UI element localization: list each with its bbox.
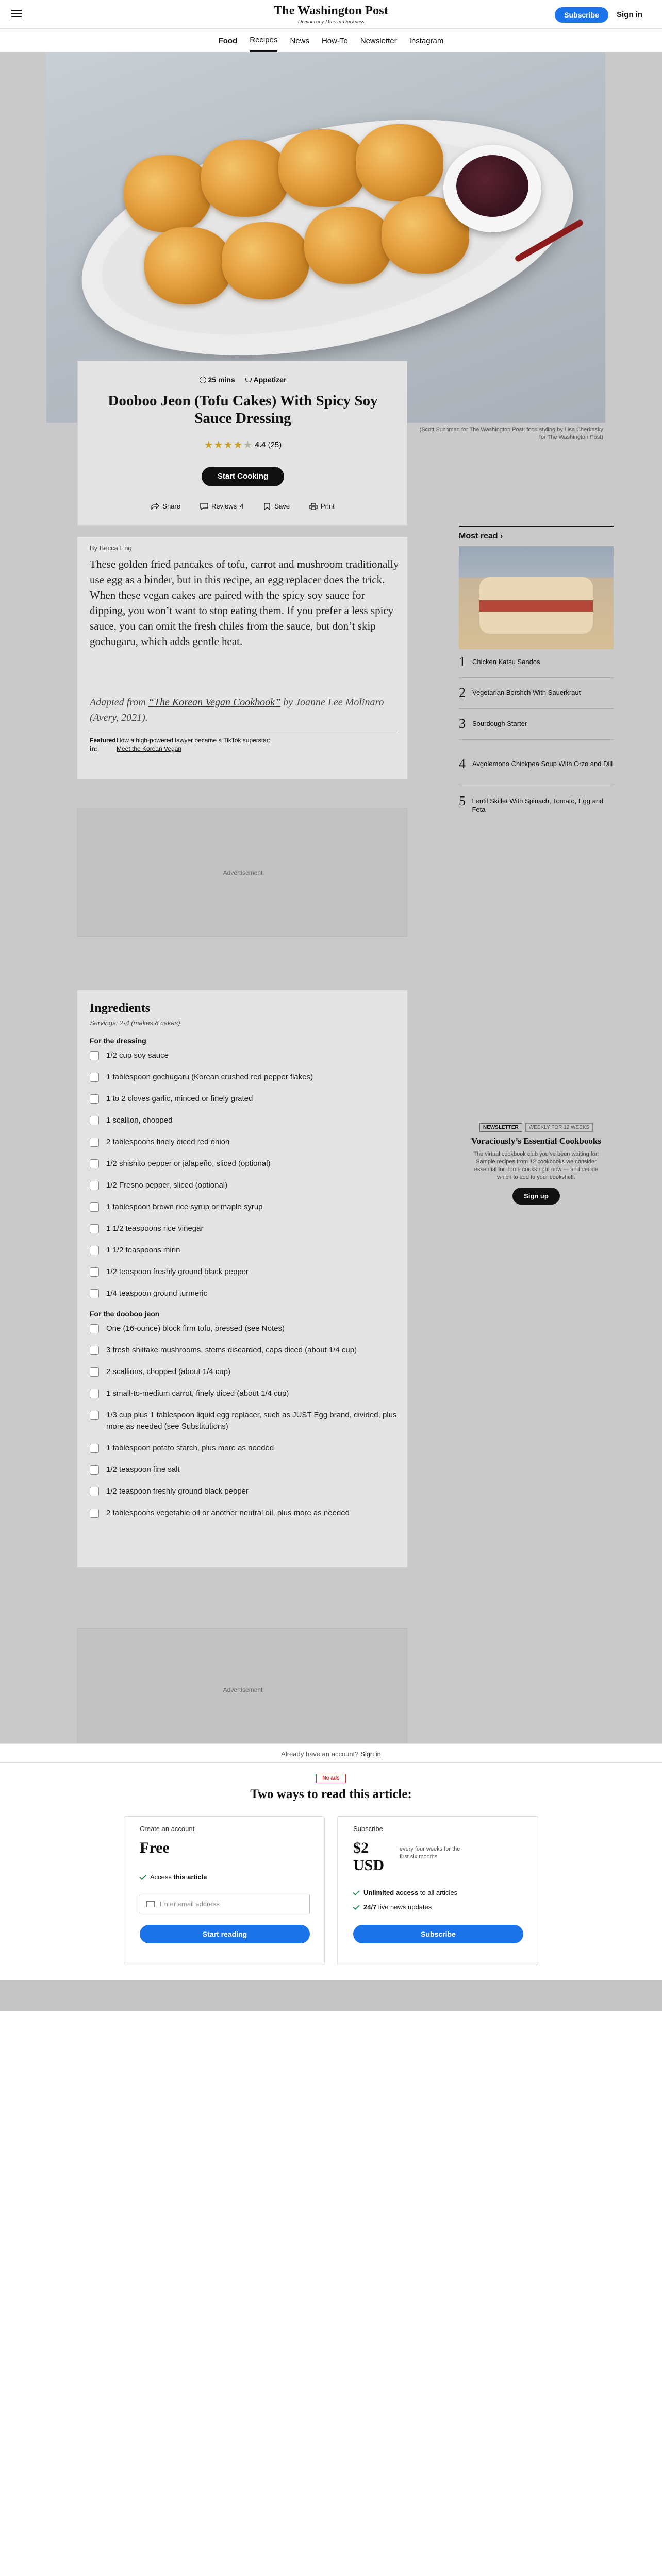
site-logo[interactable]: The Washington Post xyxy=(273,4,389,18)
rating-count: (25) xyxy=(268,440,282,449)
ingredient-item[interactable]: 2 tablespoons finely diced red onion xyxy=(90,1137,399,1148)
checkbox[interactable] xyxy=(90,1051,99,1060)
ingredient-item[interactable]: 1/2 teaspoon fine salt xyxy=(90,1464,399,1476)
ingredient-item[interactable]: 1 1/2 teaspoons mirin xyxy=(90,1245,399,1256)
print-button[interactable]: Print xyxy=(309,502,335,510)
time-meta: 25 mins xyxy=(200,376,235,384)
recipe-card xyxy=(77,361,407,526)
ingredient-item[interactable]: 1/2 teaspoon freshly ground black pepper xyxy=(90,1266,399,1278)
rating-value: 4.4 xyxy=(255,440,266,449)
most-read-heading[interactable]: Most read › xyxy=(459,526,614,541)
divider xyxy=(459,708,614,709)
cookbook-link[interactable]: “The Korean Vegan Cookbook” xyxy=(148,697,281,708)
featured-label: Featured in: xyxy=(90,737,116,752)
checkbox[interactable] xyxy=(90,1487,99,1496)
comment-icon xyxy=(200,503,208,510)
photo-caption: (Scott Suchman for The Washington Post; food styling by Lisa Cherkasky for The Washington Post) xyxy=(419,427,603,440)
most-read-item[interactable]: 1 Chicken Katsu Sandos xyxy=(459,654,540,669)
checkbox[interactable] xyxy=(90,1465,99,1475)
checkmark-icon xyxy=(353,1903,359,1909)
recipe-actions xyxy=(78,502,408,510)
advertisement[interactable]: Advertisement xyxy=(77,808,407,937)
checkbox[interactable] xyxy=(90,1138,99,1147)
checkmark-icon xyxy=(139,1873,146,1879)
checkbox[interactable] xyxy=(90,1159,99,1168)
tofu-cake xyxy=(304,207,392,284)
checkbox[interactable] xyxy=(90,1346,99,1355)
tofu-cake xyxy=(356,124,443,201)
free-account-card xyxy=(124,1816,325,1965)
nav-item-food[interactable]: Food xyxy=(218,36,238,45)
ingredient-item[interactable]: 2 scallions, chopped (about 1/4 cup) xyxy=(90,1366,399,1378)
rating[interactable] xyxy=(78,438,408,451)
no-ads-badge: No ads xyxy=(316,1774,346,1783)
envelope-icon xyxy=(146,1901,155,1907)
ingredient-item[interactable]: 1 tablespoon brown rice syrup or maple syrup xyxy=(90,1201,399,1213)
article-body xyxy=(77,537,407,779)
servings: Servings: 2-4 (makes 8 cakes) xyxy=(90,1019,180,1027)
most-read-image[interactable] xyxy=(459,546,614,649)
already-have-account: Already have an account? Sign in xyxy=(281,1750,381,1758)
checkmark-icon xyxy=(353,1888,359,1895)
tofu-cake xyxy=(222,222,309,299)
nav-item-how-to[interactable]: How-To xyxy=(321,36,348,45)
email-input[interactable]: Enter email address xyxy=(140,1894,310,1914)
most-read-item[interactable]: 3 Sourdough Starter xyxy=(459,716,527,731)
share-icon xyxy=(151,503,159,510)
checkbox[interactable] xyxy=(90,1116,99,1125)
section-nav xyxy=(0,29,662,52)
advertisement[interactable]: Advertisement xyxy=(77,1628,407,1752)
divider xyxy=(459,677,614,678)
save-button[interactable]: Save xyxy=(263,502,290,510)
subscribe-button[interactable]: Subscribe xyxy=(555,7,608,23)
tofu-cake xyxy=(278,129,366,207)
ingredient-item[interactable]: 1 tablespoon gochugaru (Korean crushed red pepper flakes) xyxy=(90,1072,399,1083)
newsletter-title: Voraciously’s Essential Cookbooks xyxy=(471,1136,601,1146)
page-bottom xyxy=(0,2011,662,2576)
checkbox[interactable] xyxy=(90,1444,99,1453)
bookmark-icon xyxy=(263,503,271,510)
price-note: every four weeks for the first six months xyxy=(400,1846,460,1860)
checkbox[interactable] xyxy=(90,1246,99,1255)
tofu-cake xyxy=(144,227,232,304)
ingredient-item[interactable]: One (16-ounce) block firm tofu, pressed (see Notes) xyxy=(90,1323,399,1334)
frequency-tag: WEEKLY FOR 12 WEEKS xyxy=(525,1123,593,1132)
card-heading: Subscribe xyxy=(353,1825,383,1833)
newsletter-tags xyxy=(459,1123,614,1132)
checkbox[interactable] xyxy=(90,1289,99,1298)
soy-sauce xyxy=(456,155,528,217)
ingredient-item[interactable]: 3 fresh shiitake mushrooms, stems discarded, caps diced (about 1/4 cup) xyxy=(90,1345,399,1356)
adapted-from: Adapted from “The Korean Vegan Cookbook” by Joanne Lee Molinaro (Avery, 2021). xyxy=(90,697,384,723)
start-reading-button[interactable]: Start reading xyxy=(140,1925,310,1943)
recipe-meta xyxy=(78,376,408,384)
checkbox[interactable] xyxy=(90,1202,99,1212)
ingredient-item[interactable]: 1/3 cup plus 1 tablespoon liquid egg replacer, such as JUST Egg brand, divided, plus more as needed (see Substitutions) xyxy=(90,1410,399,1432)
newsletter-tag: NEWSLETTER xyxy=(479,1123,522,1132)
ingredient-item[interactable]: 2 tablespoons vegetable oil or another neutral oil, plus more as needed xyxy=(90,1507,399,1519)
checkbox[interactable] xyxy=(90,1224,99,1233)
ingredient-item[interactable]: 1 to 2 cloves garlic, minced or finely grated xyxy=(90,1093,399,1105)
subscribe-card-button[interactable]: Subscribe xyxy=(353,1925,523,1943)
ingredient-item[interactable]: 1/2 Fresno pepper, sliced (optional) xyxy=(90,1180,399,1191)
checkbox[interactable] xyxy=(90,1324,99,1333)
ingredient-item[interactable]: 1 tablespoon potato starch, plus more as needed xyxy=(90,1443,399,1454)
ingredient-item[interactable]: 1/2 shishito pepper or jalapeño, sliced (optional) xyxy=(90,1158,399,1170)
divider xyxy=(0,1762,662,1763)
checkbox[interactable] xyxy=(90,1389,99,1398)
feature-item: Unlimited access to all articles xyxy=(353,1889,457,1896)
divider xyxy=(459,739,614,740)
checkbox[interactable] xyxy=(90,1073,99,1082)
ingredient-item[interactable]: 1 1/2 teaspoons rice vinegar xyxy=(90,1223,399,1234)
ingredients-list xyxy=(90,1037,399,1529)
checkbox[interactable] xyxy=(90,1181,99,1190)
reviews-button[interactable]: Reviews 4 xyxy=(200,502,243,510)
nav-item-instagram[interactable]: Instagram xyxy=(409,36,444,45)
most-read-item[interactable]: 2 Vegetarian Borshch With Sauerkraut xyxy=(459,685,581,700)
site-tagline: Democracy Dies in Darkness xyxy=(297,19,365,25)
featured-link[interactable]: How a high-powered lawyer became a TikTok superstar: Meet the Korean Vegan xyxy=(117,737,271,752)
featured-in xyxy=(90,732,399,753)
share-button[interactable]: Share xyxy=(151,502,180,510)
subscribe-card xyxy=(337,1816,538,1965)
checkbox[interactable] xyxy=(90,1094,99,1104)
recipe-title: Dooboo Jeon (Tofu Cakes) With Spicy Soy Sauce Dressing xyxy=(108,393,378,427)
newsletter-signup-button[interactable]: Sign up xyxy=(512,1188,560,1205)
ingredient-item[interactable]: 1/4 teaspoon ground turmeric xyxy=(90,1288,399,1299)
nav-item-news[interactable]: News xyxy=(290,36,309,45)
checkbox[interactable] xyxy=(90,1267,99,1277)
paywall-sign-in-link[interactable]: Sign in xyxy=(360,1750,381,1758)
card-heading: Create an account xyxy=(140,1825,195,1833)
byline[interactable]: By Becca Eng xyxy=(90,544,132,552)
overlay-band xyxy=(0,1980,662,2011)
ingredients-section xyxy=(77,990,407,1567)
print-icon xyxy=(309,503,318,510)
sandwich xyxy=(479,577,593,634)
tofu-cake xyxy=(124,155,211,232)
dressing-heading: For the dressing xyxy=(90,1037,146,1045)
nav-item-recipes[interactable]: Recipes xyxy=(250,29,277,52)
most-read-item[interactable]: 5 Lentil Skillet With Spinach, Tomato, Egg and Feta xyxy=(459,793,604,814)
feature-item: 24/7 live news updates xyxy=(353,1903,432,1911)
bowl-icon xyxy=(245,378,252,382)
checkbox[interactable] xyxy=(90,1367,99,1377)
paywall-modal xyxy=(0,1743,662,1980)
sign-in-link[interactable]: Sign in xyxy=(617,10,642,19)
ingredient-item[interactable]: 1 small-to-medium carrot, finely diced (about 1/4 cup) xyxy=(90,1388,399,1399)
clock-icon xyxy=(200,377,206,383)
newsletter-description: The virtual cookbook club you’ve been waiting for: Sample recipes from 12 cookbooks we consider essential for home cooks right now — and decide which to add to your bookshelf. xyxy=(473,1151,599,1180)
tofu-cake xyxy=(201,140,289,217)
ingredient-item[interactable]: 1/2 teaspoon freshly ground black pepper xyxy=(90,1486,399,1497)
chevron-right-icon: › xyxy=(500,532,503,540)
free-price: Free xyxy=(140,1839,170,1856)
subscription-price: $2 USD xyxy=(353,1839,385,1874)
checkbox[interactable] xyxy=(90,1509,99,1518)
checkbox[interactable] xyxy=(90,1411,99,1420)
category-meta: Appetizer xyxy=(245,376,287,384)
newsletter-promo xyxy=(459,1123,614,1226)
paywall-title: Two ways to read this article: xyxy=(250,1787,412,1801)
recipe-intro: These golden fried pancakes of tofu, carrot and mushroom traditionally use egg as a binder, but in this recipe, an egg replacer does the trick. When these vegan cakes are paired with the spicy soy sauce for dipping, you won’t want to stop eating them. If you prefer a less spicy sauce, you can omit the fresh chiles from the sauce, but don’t skip gochugaru, which adds gentle heat. xyxy=(90,558,399,648)
top-header xyxy=(0,0,662,29)
star-rating-icon: ★★★★★ xyxy=(204,439,253,451)
nav-item-newsletter[interactable]: Newsletter xyxy=(360,36,397,45)
ingredient-item[interactable]: 1 scallion, chopped xyxy=(90,1115,399,1126)
ingredients-title: Ingredients xyxy=(90,1002,150,1015)
ingredient-item[interactable]: 1/2 cup soy sauce xyxy=(90,1050,399,1061)
most-read-item[interactable]: 4 Avgolemono Chickpea Soup With Orzo and Dill xyxy=(459,756,613,771)
feature-item: Access this article xyxy=(140,1873,207,1881)
start-cooking-button[interactable]: Start Cooking xyxy=(202,467,284,486)
jeon-heading: For the dooboo jeon xyxy=(90,1310,160,1318)
